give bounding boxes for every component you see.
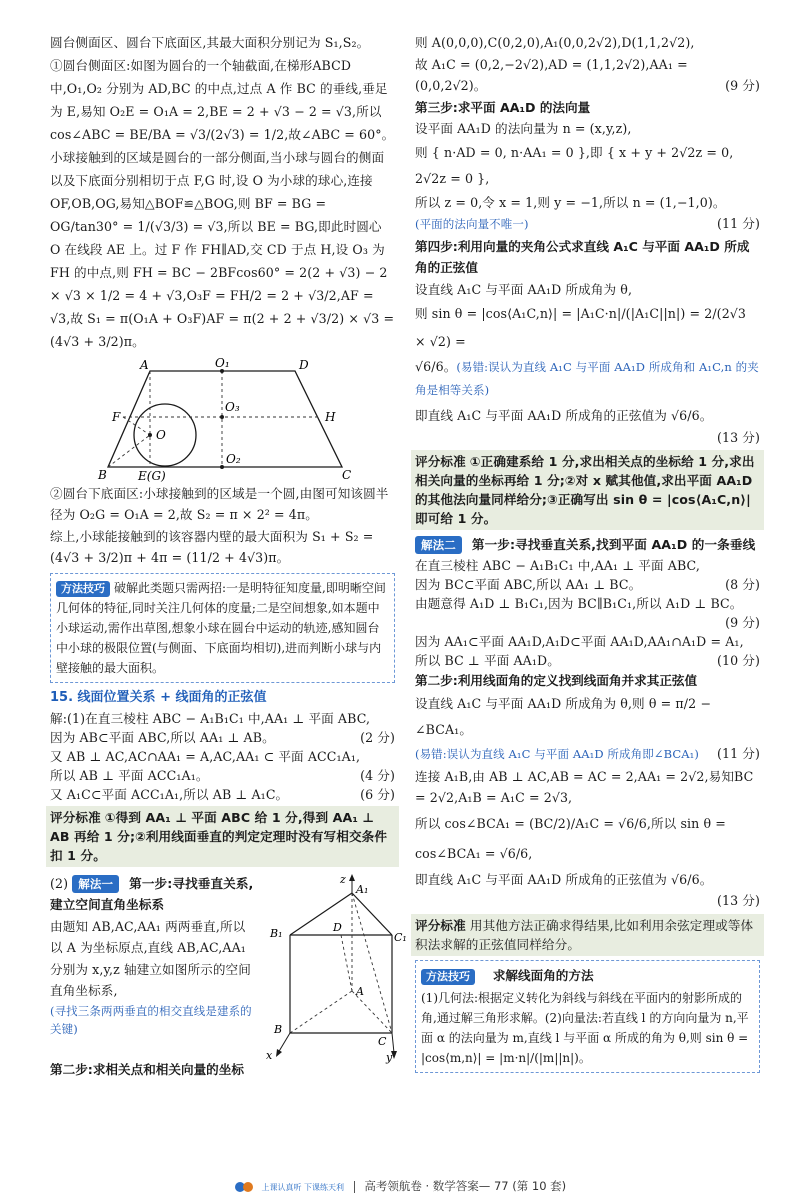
fig2-label-b: B — [274, 1022, 283, 1036]
right-score-9a: (9 分) — [725, 78, 760, 93]
fig2-label-d: D — [333, 920, 342, 934]
method-tip-text-2: (1)几何法:根据定义转化为斜线与斜线在平面内的射影所成的角,通过解三角形求解。(2)向量法:若直线 l 的方向向量为 n,平面 α 的法向量为 m,直线 l 与平面 α 所成的角为 θ,则 sin θ = |cos⟨m,n⟩| = |m·n|/(|m||n|)。 — [421, 991, 749, 1065]
method1-step1: 第一步:寻找垂直关系,建立空间直角坐标系 — [50, 875, 254, 912]
right-r1: 则 A(0,0,0),C(0,2,0),A₁(0,0,2√2),D(1,1,2√2), — [415, 35, 695, 50]
grading-text-1: ①得到 AA₁ ⊥ 平面 ABC 给 1 分,得到 AA₁ ⊥ AB 再给 1 分;②利用线面垂直的判定定理时没有写相交条件扣 1 分。 — [50, 809, 388, 863]
right-r10: 在直三棱柱 ABC − A₁B₁C₁ 中,AA₁ ⊥ 平面 ABC, — [415, 557, 700, 573]
fig-label-o3: O₃ — [225, 399, 240, 414]
right-r16: 连接 A₁B,由 AB ⊥ AC,AB = AC = 2,AA₁ = 2√2,易知BC = 2√2,A₁B = A₁C = 2√3, — [415, 768, 754, 805]
fig2-label-c: C — [378, 1034, 387, 1048]
footer-brand: 上课认真听 下课练天利 — [261, 1183, 345, 1192]
method-tip-badge: 方法技巧 — [56, 581, 110, 597]
method1-step2: 第二步:求相关点和相关向量的坐标 — [50, 1061, 244, 1077]
method-tip-badge-2: 方法技巧 — [421, 969, 475, 985]
fig-label-o2: O₂ — [226, 451, 241, 466]
method-tip-box — [50, 573, 395, 683]
grading-label-3: 评分标准 — [415, 917, 466, 933]
right-r3: 设平面 AA₁D 的法向量为 n = (x,y,z), — [415, 121, 632, 136]
right-r8-value: √6/6。 — [415, 359, 457, 374]
method-tip-text: 破解此类题只需两招:一是明特征知度量,即明晰空间几何体的特征,同时关注几何体的度量;二是空间想象,如本题中小球运动,需作出草图,想象小球在圆台中运动的轨迹,感知圆台中小球的极限位置(与侧面、下底面均相切),进而判断小球与内壁接触的最大面积。 — [56, 580, 386, 675]
fig-label-eg: E(G) — [138, 468, 166, 483]
grading-criteria-2 — [411, 450, 764, 530]
method2-step1: 第一步:寻找垂直关系,找到平面 AA₁D 的一条垂线 — [471, 537, 756, 552]
right-r14: 所以 BC ⊥ 平面 AA₁D。 (10 分) — [415, 652, 760, 668]
fig2-label-a: A — [356, 984, 364, 998]
fig-label-h: H — [325, 409, 336, 424]
right-r11: 因为 BC⊂平面 ABC,所以 AA₁ ⊥ BC。 (8 分) — [415, 576, 760, 592]
fig2-label-z: z — [340, 872, 346, 886]
q15-line2: 因为 AB⊂平面 ABC,所以 AA₁ ⊥ AB。 (2 分) — [50, 729, 395, 745]
right-score-11b: (11 分) — [716, 746, 760, 761]
right-score-13a: (13 分) — [716, 429, 760, 445]
fig-label-b: B — [98, 467, 107, 482]
right-r4: 则 { n·AD = 0, n·AA₁ = 0 },即 { x + y + 2√2z = 0, 2√2z = 0 }, — [415, 144, 734, 186]
q15-score-2: (2 分) — [360, 729, 395, 745]
right-step4: 第四步:利用向量的夹角公式求直线 A₁C 与平面 AA₁D 所成角的正弦值 — [415, 238, 750, 275]
right-r5-line — [415, 213, 760, 236]
prism-coordinate-figure — [260, 872, 407, 1064]
right-score-9b: (9 分) — [725, 614, 760, 630]
right-r8-note: (易错:误认为直线 A₁C 与平面 AA₁D 所成角和 A₁C,n 的夹角是相等关系) — [415, 360, 759, 397]
method2-heading — [415, 534, 760, 556]
right-column — [415, 32, 760, 1077]
q15-line5: 又 A₁C⊂平面 ACC₁A₁,所以 AB ⊥ A₁C。 (6 分) — [50, 786, 395, 802]
right-r17: 所以 cos∠BCA₁ = (BC/2)/A₁C = √6/6,所以 sin θ = cos∠BCA₁ = √6/6, — [415, 815, 726, 861]
q15-score-6: (6 分) — [360, 786, 395, 802]
method2-step2: 第二步:利用线面角的定义找到线面角并求其正弦值 — [415, 672, 698, 688]
right-step3: 第三步:求平面 AA₁D 的法向量 — [415, 99, 591, 115]
left-p2: ①圆台侧面区:如图为圆台的一个轴截面,在梯形ABCD 中,O₁,O₂ 分别为 AD,BC 的中点,过点 A 作 BC 的垂线,垂足为 E,易知 O₂E = O₁A = 2,BE = 2 + √3 − 2 = √3,所以 cos∠ABC = BE/BA = √3/(2√3) = 1/2,故∠ABC = 60°。小球接触到的区域是圆台的一部分侧面,当小球与圆台的侧面以及下底面分别相切于点 F,G 时,设 O 为小球的球心,连接 OF,OB,OG,易知△BOF≌△BOG,则 BF = BG = OG/tan30° = 1/(√3/3) = √3,所以 BE = BG,即此时圆心 O 在线段 AE 上。过 F 作 FH∥AD,交 CD 于点 H,设 O₃ 为 FH 的中点,则 FH = BC − 2BFcos60° = 2(2 + √3) − 2 × √3 × 1/2 = 4 + √3,O₃F = FH/2 = 2 + √3/2,AF = √3,故 S₁ = π(O₁A + O₃F)AF = π(2 + 2 + √3/2) × √3 = (4√3 + 3/2)π。 — [50, 57, 395, 349]
fig2-label-a1: A₁ — [356, 882, 369, 896]
method1-block — [50, 872, 407, 1083]
right-r7: 则 sin θ = |cos⟨A₁C,n⟩| = |A₁C·n|/(|A₁C||n|) = 2/(2√3 × √2) = — [415, 306, 747, 349]
brand-logo-icon — [234, 1180, 254, 1194]
footer-separator — [354, 1181, 355, 1193]
grading-label-2: 评分标准 — [415, 454, 466, 469]
grading-text-2: ①正确建系给 1 分,求出相关点的坐标给 1 分,求出相关向量的坐标再给 1 分;②对 x 赋其他值,求出平面 AA₁D 的其他法向量同样给分;③正确写出 sin θ = |cos⟨A₁C,n⟩| 即可给 1 分。 — [415, 454, 755, 526]
fig-label-f: F — [112, 409, 121, 424]
right-r5: 所以 z = 0,令 x = 1,则 y = −1,所以 n = (1,−1,0)。 — [415, 194, 726, 210]
q15-line1: 解:(1)在直三棱柱 ABC − A₁B₁C₁ 中,AA₁ ⊥ 平面 ABC, — [50, 710, 371, 726]
right-r15: 设直线 A₁C 与平面 AA₁D 所成角为 θ,则 θ = π/2 − ∠BCA₁。 — [415, 696, 711, 737]
method2-badge: 解法二 — [415, 536, 462, 554]
method1-heading: (2) 解法一 第一步:寻找垂直关系,建立空间直角坐标系 — [50, 875, 254, 912]
fig2-label-c1: C₁ — [394, 930, 407, 944]
right-score-11a: (11 分) — [716, 216, 760, 231]
right-r9: 即直线 A₁C 与平面 AA₁D 所成角的正弦值为 √6/6。 — [415, 408, 713, 423]
fig2-label-b1: B₁ — [270, 926, 283, 940]
method-tip-box-2 — [415, 960, 760, 1074]
right-r5-note: (平面的法向量不唯一) — [415, 217, 529, 231]
right-r15-note: (易错:误认为直线 A₁C 与平面 AA₁D 所成角即∠BCA₁) — [415, 747, 699, 761]
right-score-13b: (13 分) — [716, 893, 760, 908]
right-r15-line — [415, 743, 760, 766]
fig2-label-x: x — [266, 1048, 273, 1062]
left-p1: 圆台侧面区、圆台下底面区,其最大面积分别记为 S₁,S₂。 — [50, 35, 370, 50]
left-column — [50, 32, 407, 1083]
fig-label-d: D — [299, 357, 309, 372]
method1-badge: 解法一 — [72, 875, 119, 893]
left-p3: ②圆台下底面区:小球接触到的区域是一个圆,由图可知该圆半径为 O₂G = O₁A = 2,故 S₂ = π × 2² = 4π。 — [50, 485, 389, 522]
q15-score-4: (4 分) — [360, 767, 395, 783]
right-score-8: (8 分) — [725, 576, 760, 592]
grading-criteria-1 — [46, 806, 399, 867]
frustum-cross-section-figure — [50, 355, 395, 483]
fig2-label-y: y — [386, 1050, 393, 1064]
method1-text: 由题知 AB,AC,AA₁ 两两垂直,所以以 A 为坐标原点,直线 AB,AC,AA₁ 分别为 x,y,z 轴建立如图所示的空间直角坐标系, — [50, 918, 251, 998]
method1-note: (寻找三条两两垂直的相交直线是建系的关键) — [50, 1003, 252, 1036]
q15-title: 15. 线面位置关系 + 线面角的正弦值 — [50, 689, 267, 705]
grading-label-1: 评分标准 — [50, 809, 101, 825]
right-r2: 故 A₁C = (0,2,−2√2),AD = (1,1,2√2),AA₁ = (0,0,2√2)。 (9 分) — [415, 54, 760, 97]
q15-line3: 又 AB ⊥ AC,AC∩AA₁ = A,AC,AA₁ ⊂ 平面 ACC₁A₁, — [50, 748, 361, 764]
right-r12: 由题意得 A₁D ⊥ B₁C₁,因为 BC∥B₁C₁,所以 A₁D ⊥ BC。 — [415, 595, 743, 611]
right-r8-line — [415, 356, 760, 401]
grading-criteria-3 — [411, 914, 764, 956]
fig-label-o1: O₁ — [215, 355, 230, 370]
right-score-10: (10 分) — [716, 652, 760, 668]
grading-text-3: 用其他方法正确求得结果,比如利用余弦定理或等体积法求解的正弦值同样给分。 — [415, 917, 754, 952]
fig-label-c: C — [342, 467, 352, 482]
method-tip-title-2: 求解线面角的方法 — [492, 967, 594, 983]
right-r18: 即直线 A₁C 与平面 AA₁D 所成角的正弦值为 √6/6。 — [415, 871, 713, 887]
footer-text: 高考领航卷 · 数学答案— 77 (第 10 套) — [364, 1179, 567, 1193]
fig-label-a: A — [140, 357, 149, 372]
right-r6: 设直线 A₁C 与平面 AA₁D 所成角为 θ, — [415, 281, 633, 297]
q15-line4: 所以 AB ⊥ 平面 ACC₁A₁。 (4 分) — [50, 767, 395, 783]
right-r13: 因为 AA₁⊂平面 AA₁D,A₁D⊂平面 AA₁D,AA₁∩A₁D = A₁, — [415, 633, 744, 649]
left-p4: 综上,小球能接触到的该容器内壁的最大面积为 S₁ + S₂ = (4√3 + 3/2)π + 4π = (11/2 + 4√3)π。 — [50, 528, 374, 565]
page-footer — [0, 1178, 800, 1194]
fig-label-o: O — [156, 427, 166, 442]
